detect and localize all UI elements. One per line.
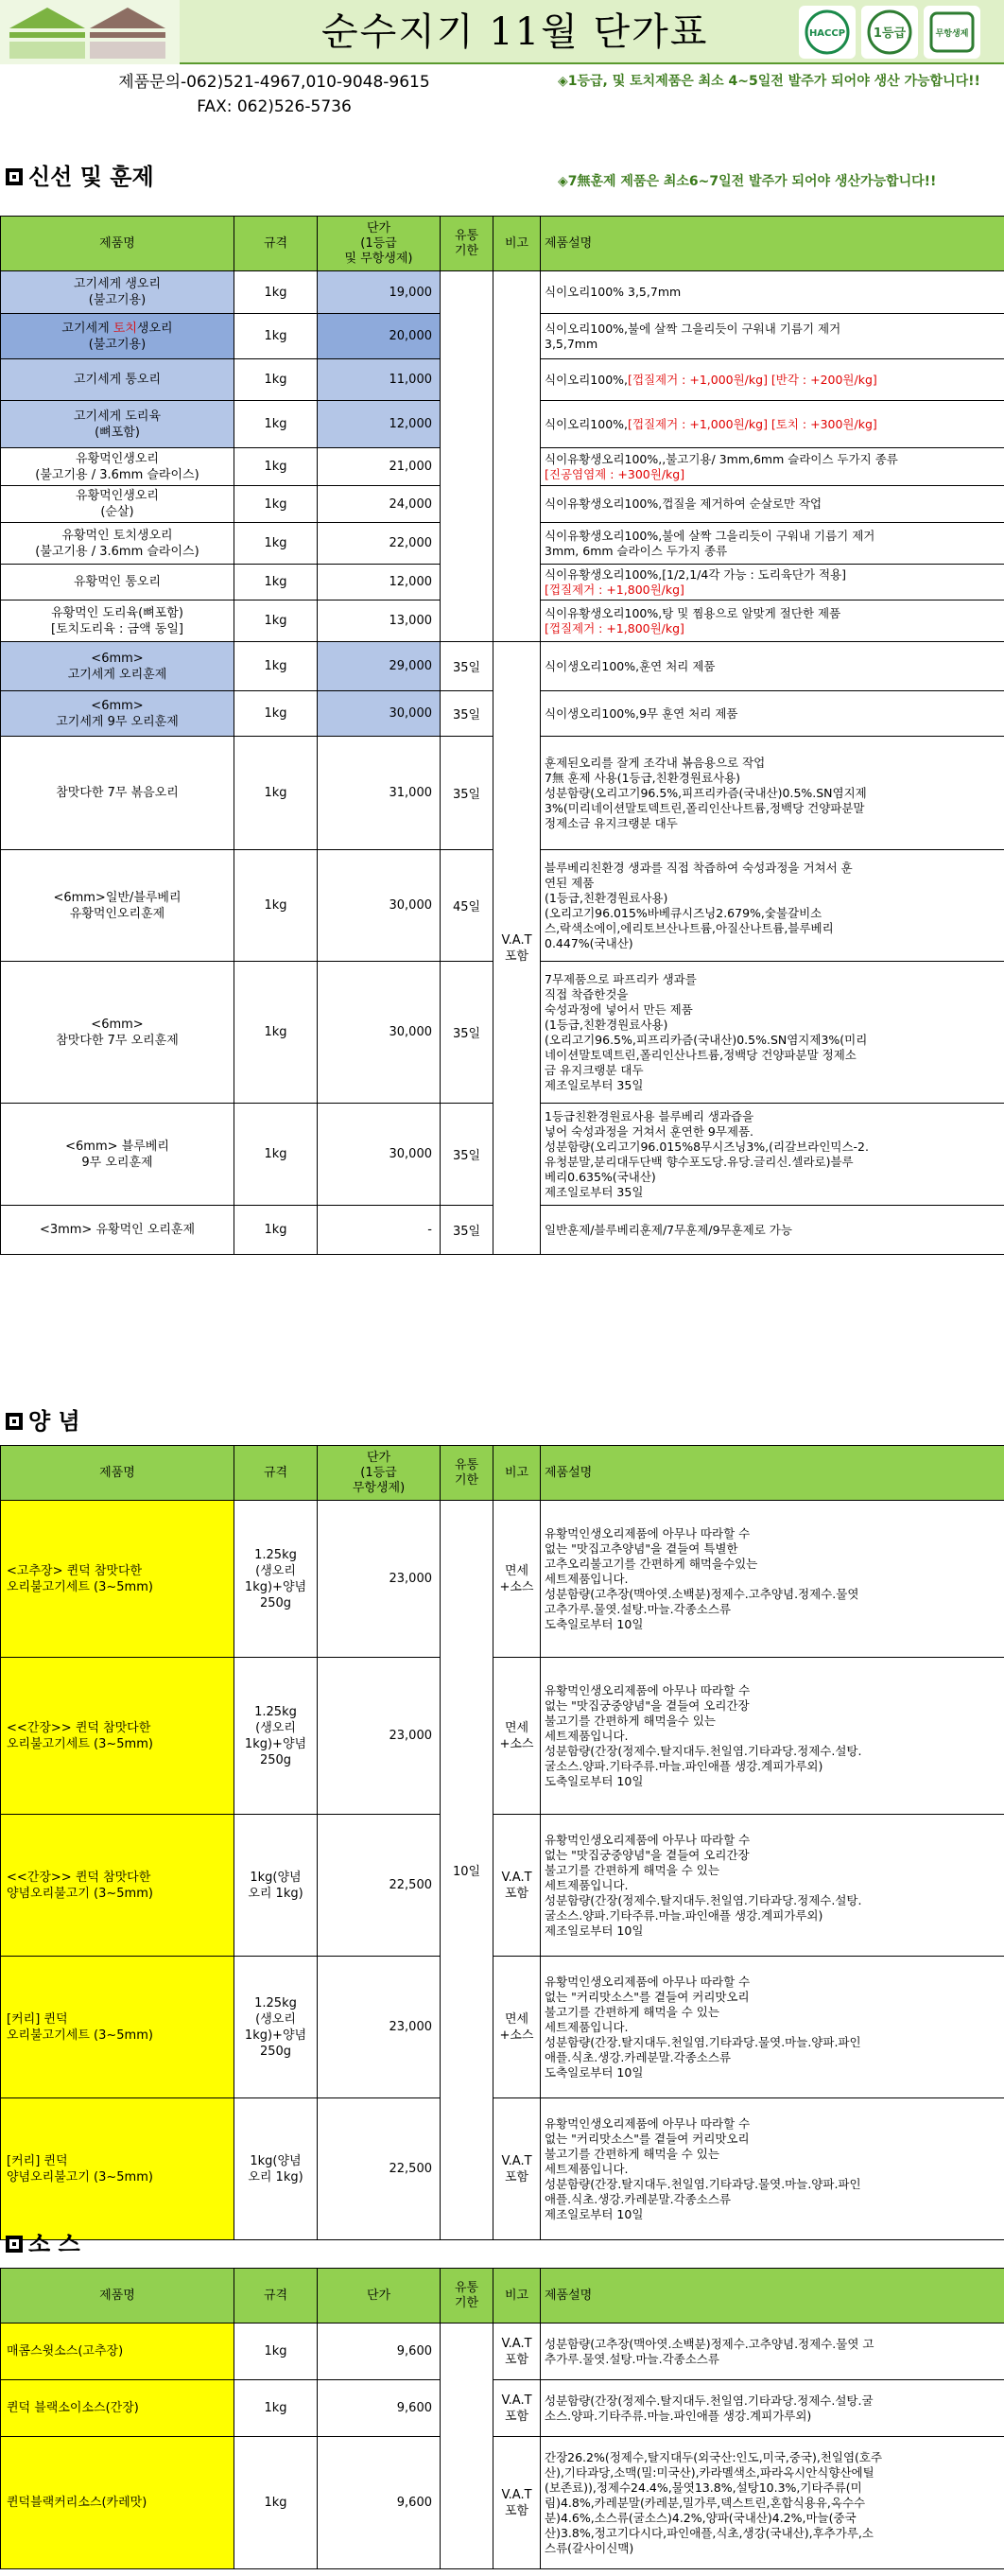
desc-text: 식이유황생오리100%,탕 및 찜용으로 알맞게 절단한 제품 [545,605,841,620]
desc-text: 식이유황생오리100%,[1/2,1/4각 가능 : 도리육단가 적용] [545,566,847,582]
product-name: <6mm> 참맛다한 7무 오리훈제 [1,962,234,1104]
product-description [541,359,1004,401]
col-note: 비고 [493,2269,541,2324]
contact-phone: 제품문의-062)521-4967,010-9048-9615 [118,73,430,92]
product-name: <6mm> 고기세게 9무 오리훈제 [1,691,234,737]
product-description [541,448,1004,486]
col-name: 제품명 [1,1446,234,1501]
product-name: 유황먹인 도리육(뼈포함) [토치도리육 : 금액 동일] [1,600,234,642]
order-notice-2: ◈7無훈제 제품은 최소6~7일전 발주가 되어야 생산가능합니다!! [558,174,937,189]
desc-text: 식이유황생오리100%,껍질을 제거하여 순살로만 작업 [545,496,822,511]
product-spec: 1kg [234,486,318,523]
product-spec: 1.25kg (생오리 1kg)+양념 250g [234,1957,318,2098]
product-name: 고기세게 통오리 [1,359,234,401]
vat-note: V.A.T 포함 [493,642,541,1255]
name-part: 고기세게 [61,321,113,336]
product-name: <6mm> 블루베리 9무 오리훈제 [1,1104,234,1206]
grade1-badge [861,6,918,59]
desc-text: 일반훈제/블루베리훈제/7무훈제/9무훈제로 가능 [545,1222,792,1237]
expiry-cell [441,2324,493,2569]
product-spec: 1.25kg (생오리 1kg)+양념 250g [234,1501,318,1658]
contact-fax: FAX: 062)526-5736 [197,97,352,116]
product-description [541,962,1004,1104]
product-price: 30,000 [318,691,441,737]
product-name: <6mm>일반/블루베리 유황먹인오리훈제 [1,850,234,962]
col-note: 비고 [493,217,541,271]
order-notice-1: ◈1등급, 및 토치제품은 최소 4~5일전 발주가 되어야 생산 가능합니다!! [558,74,980,89]
product-note: 면세 +소스 [493,1658,541,1815]
col-name: 제품명 [1,217,234,271]
product-spec: 1kg [234,850,318,962]
product-price: 30,000 [318,850,441,962]
desc-text: 블루베리친환경 생과를 직접 착즙하여 숙성과정을 거쳐서 훈 연된 제품 (1등급,친환경원료사용) (오리고기96.015%바베큐시즈닝2.679%,숯불갈비소 스,락색소에이,에리토브산나트륨,아질산나트륨,블루베리 0.447%(국내산) [545,860,853,950]
expiry-cell [441,271,493,642]
brand-logo [0,0,180,64]
desc-surcharge: [진공염염제 : +300원/kg] [545,466,685,481]
product-price: 30,000 [318,962,441,1104]
product-price: 23,000 [318,1501,441,1658]
col-desc: 제품설명 [541,2269,1004,2324]
section-seasoned-heading: 양 념 [6,1407,80,1436]
desc-text: 1등급친환경원료사용 블루베리 생과즙을 넣어 숙성과정을 거쳐서 훈연한 9무제품. 성분함량(오리고기96.015%8무시즈닝3%,(리갈브라인믹스-2. 유청분말,분리대두단백 향수포도당.유당.글리신.셀라로)블루 베리0.635%(국내산) 제조일로부터 35일 [545,1108,869,1199]
product-price: 12,000 [318,401,441,448]
col-price: 단가 (1등급 및 무항생제) [318,217,441,271]
col-spec: 규격 [234,217,318,271]
page-title: 순수지기 11월 단가표 [321,10,709,54]
desc-surcharge: [껍질제거 : +1,000원/kg] [토치 : +300원/kg] [628,416,877,431]
product-name: <6mm> 고기세게 오리훈제 [1,642,234,691]
product-spec: 1kg [234,600,318,642]
seasoned-header-row [1,1446,1004,1501]
sauce-table [0,2268,1004,2569]
product-note: V.A.T 포함 [493,2098,541,2240]
product-name: 유황먹인생오리 (불고기용 / 3.6mm 슬라이스) [1,448,234,486]
product-expiry: 35일 [441,1104,493,1206]
svg-text:무항생제: 무항생제 [935,29,969,39]
product-name: 유황먹인생오리 (순살) [1,486,234,523]
haccp-badge [799,6,856,59]
sauce-header-row [1,2269,1004,2324]
product-name: 고기세게 도리육 (뼈포함) [1,401,234,448]
seasoned-table [0,1445,1004,2240]
table-row [1,271,1004,314]
name-part: 생오리 (불고기용) [88,321,173,352]
name-highlight: 토치 [113,321,137,336]
square-bullet-icon [6,2236,23,2253]
product-description [541,486,1004,523]
product-note: 면세 +소스 [493,1501,541,1658]
desc-text: 식이생오리100%,9무 훈연 처리 제품 [545,705,738,721]
product-spec: 1kg(양념 오리 1kg) [234,2098,318,2240]
product-note: V.A.T 포함 [493,1815,541,1957]
product-name: 퀸덕 블랙소이소스(간장) [1,2380,234,2437]
product-price: 29,000 [318,642,441,691]
product-expiry: 35일 [441,737,493,850]
product-spec: 1kg [234,565,318,600]
desc-surcharge: [껍질제거 : +1,800원/kg] [545,582,684,597]
product-name: 퀸덕블랙커리소스(카레맛) [1,2437,234,2569]
product-price: 11,000 [318,359,441,401]
product-price: 9,600 [318,2380,441,2437]
table-row [1,2437,1004,2569]
table-row [1,1658,1004,1815]
product-description [541,737,1004,850]
desc-text: 식이생오리100%,훈연 처리 제품 [545,658,716,673]
product-price: 24,000 [318,486,441,523]
product-expiry: 45일 [441,850,493,962]
product-price: 20,000 [318,314,441,359]
product-price: 31,000 [318,737,441,850]
product-name: <고추장> 퀸덕 참맛다한 오리불고기세트 (3~5mm) [1,1501,234,1658]
product-description: 유황먹인생오리제품에 아무나 따라할 수 없는 "맛집고추양념"을 곁들여 특별한 고추오리불고기를 간편하게 해먹을수있는 세트제품입니다. 성분함량(고추장(맥아엿.소백분)정제수.고추양념.정제수.물엿 고추가루.물엿.설탕.마늘.각종소스류 도축일로부터 10일 [541,1501,1004,1658]
product-spec: 1kg [234,448,318,486]
svg-text:HACCP: HACCP [808,28,846,39]
product-description [541,271,1004,314]
product-spec: 1kg [234,642,318,691]
product-expiry: 35일 [441,962,493,1104]
product-description [541,691,1004,737]
square-bullet-icon [6,168,23,185]
col-price: 단가 (1등급 무항생제) [318,1446,441,1501]
product-name [1,314,234,359]
product-spec: 1kg [234,2380,318,2437]
product-price: 13,000 [318,600,441,642]
table-row [1,1957,1004,2098]
desc-surcharge: [껍질제거 : +1,000원/kg] [반각 : +200원/kg] [628,372,877,387]
product-name: [커리] 퀸덕 양념오리불고기 (3~5mm) [1,2098,234,2240]
fresh-table [0,216,1004,1255]
col-expiry: 유통 기한 [441,217,493,271]
col-note: 비고 [493,1446,541,1501]
product-spec: 1kg [234,1104,318,1206]
col-name: 제품명 [1,2269,234,2324]
col-expiry: 유통 기한 [441,1446,493,1501]
product-name: [커리] 퀸덕 오리불고기세트 (3~5mm) [1,1957,234,2098]
desc-surcharge: [껍질제거 : +1,800원/kg] [545,620,684,635]
desc-text: 7무제품으로 파프리카 생과를 직접 착즙한것을 숙성과정에 넣어서 만든 제품 (1등급,친환경원료사용) (오리고기96.5%,피프리카즘(국내산)0.5%.SN염지제3%(미리 네이션말토덱트린,폴리인산나트륨,정백당 건양파분말 정제소 금 유지크랭분 대두 제조일로부터 35일 [545,971,868,1092]
product-price: - [318,1206,441,1255]
product-description [541,642,1004,691]
vat-note: V.A.T 포함 [493,2380,541,2437]
product-name: <3mm> 유황먹인 오리훈제 [1,1206,234,1255]
desc-text: 식이오리100%, [545,372,629,387]
col-desc: 제품설명 [541,1446,1004,1501]
note-cell [493,271,541,642]
square-bullet-icon [6,1413,23,1430]
product-expiry: 35일 [441,1206,493,1255]
product-description [541,850,1004,962]
table-row [1,642,1004,691]
table-row [1,1815,1004,1957]
col-spec: 규격 [234,2269,318,2324]
product-spec: 1.25kg (생오리 1kg)+양념 250g [234,1658,318,1815]
product-spec: 1kg [234,1206,318,1255]
svg-text:1등급: 1등급 [873,26,907,41]
product-price: 30,000 [318,1104,441,1206]
desc-text: 식이유황생오리100%,불에 살짝 그을리듯이 구워내 기름기 제거 3mm, 6mm 슬라이스 두가지 종류 [545,528,875,558]
product-expiry: 35일 [441,642,493,691]
section-sauce-heading: 소 스 [6,2230,80,2258]
product-price: 22,500 [318,1815,441,1957]
product-expiry: 35일 [441,691,493,737]
product-spec: 1kg [234,359,318,401]
table-row [1,1501,1004,1658]
product-name: <<간장>> 퀸덕 참맛다한 양념오리불고기 (3~5mm) [1,1815,234,1957]
product-price: 12,000 [318,565,441,600]
desc-text: 식이유황생오리100%,,불고기용/ 3mm,6mm 슬라이스 두가지 종류 [545,451,898,466]
product-description [541,314,1004,359]
product-note: 면세 +소스 [493,1957,541,2098]
section-fresh-heading: 신선 및 훈제 [6,163,154,191]
col-desc: 제품설명 [541,217,1004,271]
product-description: 유황먹인생오리제품에 아무나 따라할 수 없는 "커리맛소스"를 곁들여 커리맛오리 불고기를 간편하게 해먹을 수 있는 세트제품입니다. 성분함량(간장.탈지대두.천일염.기타과당.물엿.마늘.양파.파인 애플.식초.생강.카레분말.각종소스류 제조일로부터 10일 [541,2098,1004,2240]
product-name: 고기세게 생오리 (불고기용) [1,271,234,314]
product-description: 유황먹인생오리제품에 아무나 따라할 수 없는 "맛집궁중양념"을 곁들여 오리간장 불고기를 간편하게 해먹을수 있는 세트제품입니다. 성분함량(간장(정제수.탈지대두.천일염.기타과당.정제수.설탕. 굴소스.양파.기타주류.마늘.파인애플 생강.계피가루외) 도축일로부터 10일 [541,1658,1004,1815]
product-price: 22,000 [318,523,441,565]
desc-text: 식이오리100% 3,5,7mm [545,285,682,299]
product-spec: 1kg [234,737,318,850]
product-price: 23,000 [318,1658,441,1815]
antibiotic-free-badge [924,6,980,59]
product-name: 유황먹인 토치생오리 (불고기용 / 3.6mm 슬라이스) [1,523,234,565]
product-name: <<간장>> 퀸덕 참맛다한 오리불고기세트 (3~5mm) [1,1658,234,1815]
product-description: 간장26.2%(정제수,탈지대두(외국산:인도,미국,중국),천일염(호주 산),기타과당,소맥(밀:미국산),카라멜색소,파라옥시안식향산에틸 (보존료)),정제수24.4%,물엿13.8%,설탕10.3%,기타주류(미 림)4.8%,카레분말(카레분,밀가루,덱스트린,혼합식용유,옥수수 분)4.6%,소스류(굴소스)4.2%,양파(국내산)4.2%,마늘(중국 산)3.8%,정고기다시다,파인애플,식초,생강(국내산),후추가루,소 스류(갈사이신맥) [541,2437,1004,2569]
product-price: 23,000 [318,1957,441,2098]
product-description [541,523,1004,565]
col-spec: 규격 [234,1446,318,1501]
vat-note: V.A.T 포함 [493,2437,541,2569]
product-spec: 1kg [234,271,318,314]
table-row [1,2324,1004,2380]
product-spec: 1kg [234,2324,318,2380]
product-spec: 1kg [234,962,318,1104]
product-spec: 1kg [234,401,318,448]
product-spec: 1kg [234,691,318,737]
product-name: 유황먹인 통오리 [1,565,234,600]
col-expiry: 유통 기한 [441,2269,493,2324]
product-description: 성분함량(간장(정제수.탈지대두.천일염.기타과당.정제수.설탕.굴 소스.양파.기타주류.마늘.파인애플 생강.계피가루외) [541,2380,1004,2437]
product-description: 유황먹인생오리제품에 아무나 따라할 수 없는 "맛집궁중양념"을 곁들여 오리간장 불고기를 간편하게 해먹을 수 있는 세트제품입니다. 성분함량(간장(정제수.탈지대두.천일염.기타과당.정제수.설탕. 굴소스.양파.기타주류.마늘.파인애플 생강.계피가루외) 제조일로부터 10일 [541,1815,1004,1957]
product-expiry: 10일 [441,1501,493,2240]
product-spec: 1kg [234,2437,318,2569]
product-description: 성분함량(고추장(맥아엿.소백분)정제수.고추양념.정제수.물엿 고 추가루.물엿.설탕.마늘.각종소스류 [541,2324,1004,2380]
vat-note: V.A.T 포함 [493,2324,541,2380]
cert-badges [799,6,980,59]
product-description [541,401,1004,448]
product-description: 유황먹인생오리제품에 아무나 따라할 수 없는 "커리맛소스"를 곁들여 커리맛오리 불고기를 간편하게 해먹을 수 있는 세트제품입니다. 성분함량(간장.탈지대두.천일염.기타과당.물엿.마늘.양파.파인 애플.식초.생강.카레분말.각종소스류 도축일로부터 10일 [541,1957,1004,2098]
product-price: 19,000 [318,271,441,314]
table-row [1,2380,1004,2437]
product-description [541,600,1004,642]
product-spec: 1kg(양념 오리 1kg) [234,1815,318,1957]
product-price: 21,000 [318,448,441,486]
product-description [541,1104,1004,1206]
product-price: 9,600 [318,2437,441,2569]
table-row [1,2098,1004,2240]
product-price: 22,500 [318,2098,441,2240]
product-price: 9,600 [318,2324,441,2380]
product-name: 매콤스윗소스(고추장) [1,2324,234,2380]
contact-info [0,70,548,119]
fresh-header-row [1,217,1004,271]
product-description [541,1206,1004,1255]
product-spec: 1kg [234,523,318,565]
title-bar [0,0,1004,64]
desc-text: 식이오리100%, [545,416,629,431]
product-spec: 1kg [234,314,318,359]
product-description [541,565,1004,600]
desc-text: 식이오리100%,불에 살짝 그을리듯이 구워내 기름기 제거 3,5,7mm [545,321,841,351]
col-price: 단가 [318,2269,441,2324]
product-name: 참맛다한 7무 볶음오리 [1,737,234,850]
desc-text: 훈제된오리를 잘게 조각내 볶음용으로 작업 7無 훈제 사용(1등급,친환경원료사용) 성분함량(오리고기96.5%,피프리카즘(국내산)0.5%.SN염지제 3%(미리네이션말토덱트린,폴리인산나트륨,정백당 건양파분말 정제소금 유지크랭분 대두 [545,755,867,830]
